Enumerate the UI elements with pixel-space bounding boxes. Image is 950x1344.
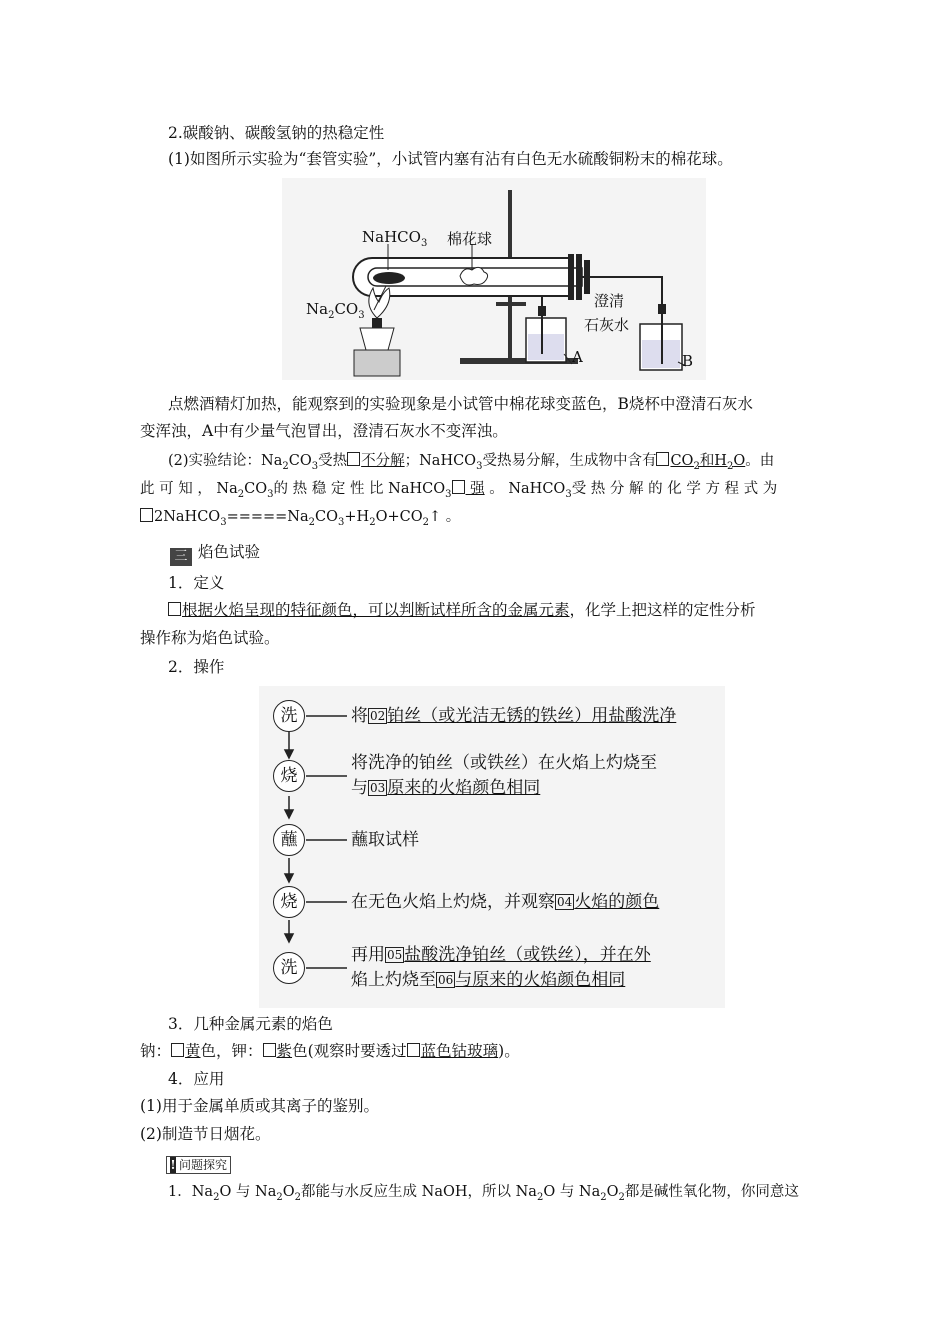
label-limewater-2: 石灰水 <box>584 316 630 334</box>
definition-title: 1．定义 <box>168 574 225 592</box>
step-2-text-1: 将洗净的铂丝（或铁丝）在火焰上灼烧至 <box>351 753 657 773</box>
step-1-text: 将 02 铂丝（或光洁无锈的铁丝）用盐酸洗净 <box>351 706 677 726</box>
answer-box <box>656 452 669 466</box>
flame-colors-line: 钠： 黄色，钾： 紫色(观察时要透过 蓝色钴玻璃)。 <box>140 1042 520 1060</box>
equation-line: $2NaHCO_3=====Na_2CO_3+H_2O+CO_2↑$ 。 <box>140 505 460 535</box>
question-1: 1．$Na_2O$ 与 $Na_2O_2$都能与水反应生成 NaOH，所以 $Na_2O$ 与 $Na_2O_2$都是碱性氧化物，你同意这 <box>168 1184 799 1203</box>
operation-title: 2．操作 <box>168 658 225 676</box>
answer-box <box>263 1043 276 1057</box>
answer-box <box>171 1043 184 1057</box>
conclusion-line-1: (2)实验结论：$Na_2CO_3$受热 不分解；NaHCO$_3$受热易分解，生成物中含有 $CO_2$和$H_2O$。由 <box>168 453 775 472</box>
flame-colors-title: 3．几种金属元素的焰色 <box>168 1015 333 1033</box>
step-burn-circle: 烧 <box>273 886 305 918</box>
step-wash-circle: 洗 <box>273 952 305 984</box>
label-na2co3: $Na_2CO_3$ <box>306 300 365 321</box>
label-cotton: 棉花球 <box>447 230 493 248</box>
step-2-text-2: 与 03 原来的火焰颜色相同 <box>351 778 541 798</box>
application-1: (1)用于金属单质或其离子的鉴别。 <box>140 1097 379 1115</box>
step-dip-circle: 蘸 <box>273 824 305 856</box>
answer-box <box>168 602 181 616</box>
apparatus-figure <box>282 178 706 380</box>
step-burn-circle: 烧 <box>273 760 305 792</box>
section-flame-test-heading: 三 焰色试验 <box>170 540 260 566</box>
paragraph-setup: (1)如图所示实验为“套管实验”，小试管内塞有沾有白色无水硫酸铜粉末的棉花球。 <box>168 150 733 168</box>
answer-box <box>347 452 360 466</box>
step-3-text: 蘸取试样 <box>351 830 419 850</box>
exclamation-icon: ! <box>170 1158 176 1172</box>
application-2: (2)制造节日烟花。 <box>140 1125 271 1143</box>
operation-flowchart <box>259 686 725 1008</box>
label-nahco3: NaHCO$_3$ <box>362 228 428 249</box>
answer-box <box>140 508 153 522</box>
apparatus-drawing <box>282 178 706 380</box>
application-title: 4．应用 <box>168 1070 225 1088</box>
section-number-icon: 三 <box>170 548 192 566</box>
step-5-text-2: 焰上灼烧至 06 与原来的火焰颜色相同 <box>351 970 626 990</box>
step-4-text: 在无色火焰上灼烧，并观察 04 火焰的颜色 <box>351 892 660 912</box>
step-5-text-1: 再用 05 盐酸洗净铂丝（或铁丝），并在外 <box>351 945 651 965</box>
heading-thermal-stability: 2.碳酸钠、碳酸氢钠的热稳定性 <box>168 124 385 142</box>
question-explore-tag: ! 问题探究 <box>166 1155 231 1174</box>
observation-line-2: 变浑浊，A中有少量气泡冒出，澄清石灰水不变浑浊。 <box>140 422 508 440</box>
label-limewater-1: 澄清 <box>594 292 625 310</box>
answer-box <box>452 480 465 494</box>
observation-line-1: 点燃酒精灯加热，能观察到的实验现象是小试管中棉花球变蓝色，B烧杯中澄清石灰水 <box>168 395 753 413</box>
conclusion-line-2: 此 可 知 ， $Na_2CO_3$的 热 稳 定 性 比 NaHCO$_3$ 强 。 NaHCO$_3$受 热 分 解 的 化 学 方 程 式 为 <box>140 481 778 500</box>
label-a: A <box>572 348 583 366</box>
definition-line-2: 操作称为焰色试验。 <box>140 629 280 647</box>
answer-box <box>407 1043 420 1057</box>
label-b: B <box>682 352 694 370</box>
definition-line-1: 根据火焰呈现的特征颜色，可以判断试样所含的金属元素，化学上把这样的定性分析 <box>168 598 818 622</box>
step-wash-circle: 洗 <box>273 700 305 732</box>
